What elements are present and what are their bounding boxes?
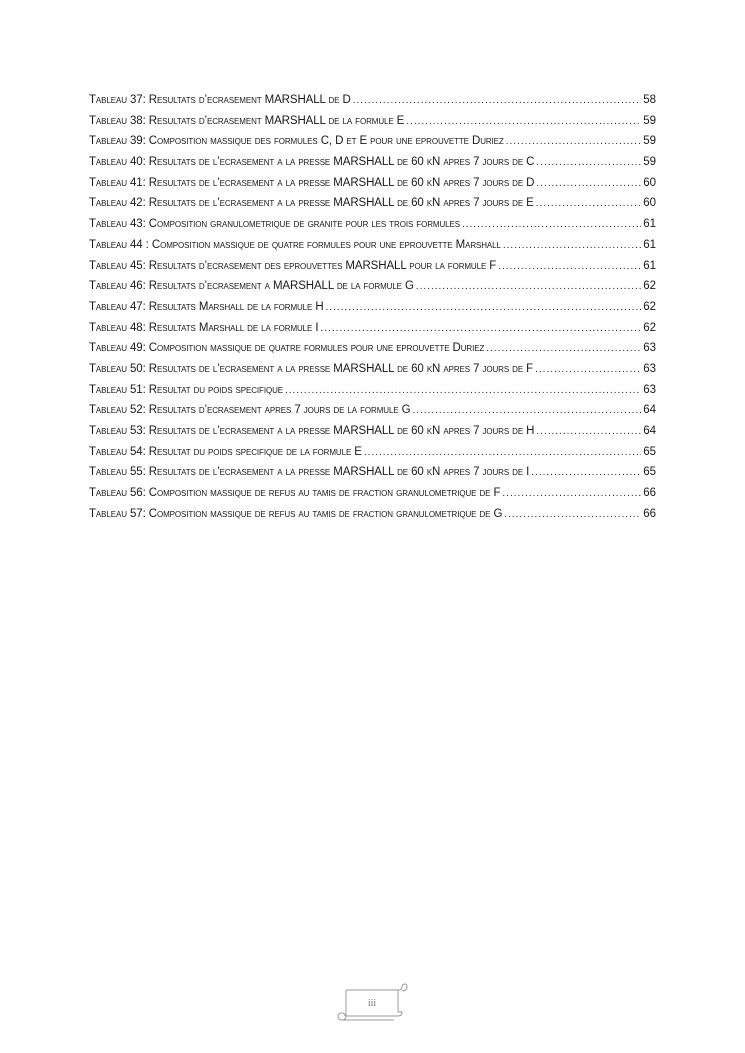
dot-leader <box>486 339 641 360</box>
toc-entry-page: 61 <box>643 259 656 272</box>
toc-entry-label: Tableau 47: Resultats Marshall de la formule H <box>89 300 324 313</box>
toc-entry-label: Tableau 52: Resultats d’ecrasement apres 7 jours de la formule G <box>89 404 411 417</box>
dot-leader <box>536 153 641 174</box>
toc-entry-label: Tableau 45: Resultats d’ecrasement des eprouvettes MARSHALL pour la formule F <box>89 259 497 272</box>
toc-entry-label: Tableau 50: Resultats de l’ecrasement a la presse MARSHALL de 60 kN apres 7 jours de F <box>89 362 534 375</box>
dot-leader <box>364 443 641 464</box>
toc-entry[interactable] <box>89 442 656 463</box>
dot-leader <box>502 484 641 505</box>
toc-entry-label: Tableau 39: Composition massique des formules C, D et E pour une eprouvette Duriez <box>89 135 504 148</box>
toc-entry[interactable] <box>89 297 656 318</box>
toc-entry[interactable] <box>89 338 656 359</box>
toc-entry[interactable] <box>89 483 656 504</box>
toc-entry-page: 64 <box>643 425 656 437</box>
toc-entry-page: 65 <box>643 445 656 458</box>
toc-entry-page: 58 <box>643 94 656 106</box>
toc-entry-label: Tableau 40: Resultats de l’ecrasement a la presse MARSHALL de 60 kN apres 7 jours de C <box>89 156 535 169</box>
toc-entry-label: Tableau 37: Resultats d’ecrasement MARSHALL de D <box>89 94 351 106</box>
toc-entry-label: Tableau 46: Resultats d’ecrasement a MARSHALL de la formule G <box>89 280 414 293</box>
toc-entry[interactable] <box>89 235 656 256</box>
toc-entry-label: Tableau 41: Resultats de l’ecrasement a la presse MARSHALL de 60 kN apres 7 jours de D <box>89 176 535 189</box>
page-number: iii <box>367 998 377 1009</box>
toc-entry-label: Tableau 55: Resultats de l’ecrasement a la presse MARSHALL de 60 kN apres 7 jours de I <box>89 466 530 479</box>
toc-entry-page: 64 <box>643 404 656 417</box>
toc-entry[interactable] <box>89 359 656 380</box>
toc-entry[interactable] <box>89 256 656 277</box>
dot-leader <box>535 360 641 381</box>
toc-entry-page: 66 <box>643 507 656 520</box>
toc-entry[interactable] <box>89 214 656 235</box>
toc-entry[interactable] <box>89 111 656 132</box>
toc-entry[interactable] <box>89 400 656 421</box>
toc-entry-label: Tableau 49: Composition massique de quatre formules pour une eprouvette Duriez <box>89 342 485 355</box>
toc-entry[interactable] <box>89 504 656 525</box>
list-of-tables <box>89 90 656 524</box>
toc-entry-page: 59 <box>643 156 656 169</box>
dot-leader <box>285 381 641 402</box>
toc-entry-page: 61 <box>643 218 656 231</box>
toc-entry-label: Tableau 42: Resultats de l’ecrasement a la presse MARSHALL de 60 kN apres 7 jours de E <box>89 197 534 210</box>
dot-leader <box>503 236 641 257</box>
toc-entry-label: Tableau 38: Resultats d’ecrasement MARSHALL de la formule E <box>89 114 405 127</box>
dot-leader <box>326 298 642 319</box>
toc-entry-page: 62 <box>643 280 656 293</box>
dot-leader <box>504 505 641 526</box>
dot-leader <box>412 401 641 422</box>
toc-entry-page: 60 <box>643 197 656 210</box>
page-footer <box>336 982 408 1024</box>
toc-entry-label: Tableau 44 : Composition massique de quatre formules pour une eprouvette Marshall <box>89 238 501 251</box>
toc-entry-label: Tableau 54: Resultat du poids specifique de la formule E <box>89 445 362 458</box>
toc-entry-label: Tableau 53: Resultats de l’ecrasement a la presse MARSHALL de 60 kN apres 7 jours de H <box>89 425 535 437</box>
toc-entry-page: 61 <box>643 238 656 251</box>
dot-leader <box>531 463 641 484</box>
dot-leader <box>416 277 641 298</box>
toc-entry[interactable] <box>89 380 656 401</box>
toc-entry-page: 62 <box>643 321 656 334</box>
toc-entry-label: Tableau 56: Composition massique de refus au tamis de fraction granulometrique de F <box>89 487 501 500</box>
dot-leader <box>536 194 641 215</box>
toc-entry-page: 60 <box>643 176 656 189</box>
dot-leader <box>506 132 642 153</box>
toc-entry[interactable] <box>89 193 656 214</box>
dot-leader <box>406 112 641 133</box>
toc-entry[interactable] <box>89 131 656 152</box>
toc-entry-page: 63 <box>643 383 656 396</box>
toc-entry[interactable] <box>89 90 656 111</box>
toc-entry[interactable] <box>89 318 656 339</box>
toc-entry-page: 62 <box>643 300 656 313</box>
dot-leader <box>462 215 641 236</box>
toc-entry[interactable] <box>89 276 656 297</box>
toc-entry-page: 59 <box>643 114 656 127</box>
toc-entry[interactable] <box>89 173 656 194</box>
dot-leader <box>536 174 641 195</box>
dot-leader <box>498 257 641 278</box>
dot-leader <box>353 91 642 112</box>
toc-entry-page: 63 <box>643 342 656 355</box>
toc-entry-label: Tableau 57: Composition massique de refus au tamis de fraction granulometrique de G <box>89 507 503 520</box>
toc-entry-page: 65 <box>643 466 656 479</box>
toc-entry-label: Tableau 48: Resultats Marshall de la formule I <box>89 321 319 334</box>
toc-entry-label: Tableau 43: Composition granulometrique de granite pour les trois formules <box>89 218 460 231</box>
toc-entry-page: 59 <box>643 135 656 148</box>
dot-leader <box>536 422 641 443</box>
toc-entry[interactable] <box>89 421 656 442</box>
toc-entry-page: 66 <box>643 487 656 500</box>
toc-entry-page: 63 <box>643 362 656 375</box>
toc-entry[interactable] <box>89 462 656 483</box>
toc-entry-label: Tableau 51: Resultat du poids specifique <box>89 383 283 396</box>
toc-entry[interactable] <box>89 152 656 173</box>
dot-leader <box>320 319 641 340</box>
